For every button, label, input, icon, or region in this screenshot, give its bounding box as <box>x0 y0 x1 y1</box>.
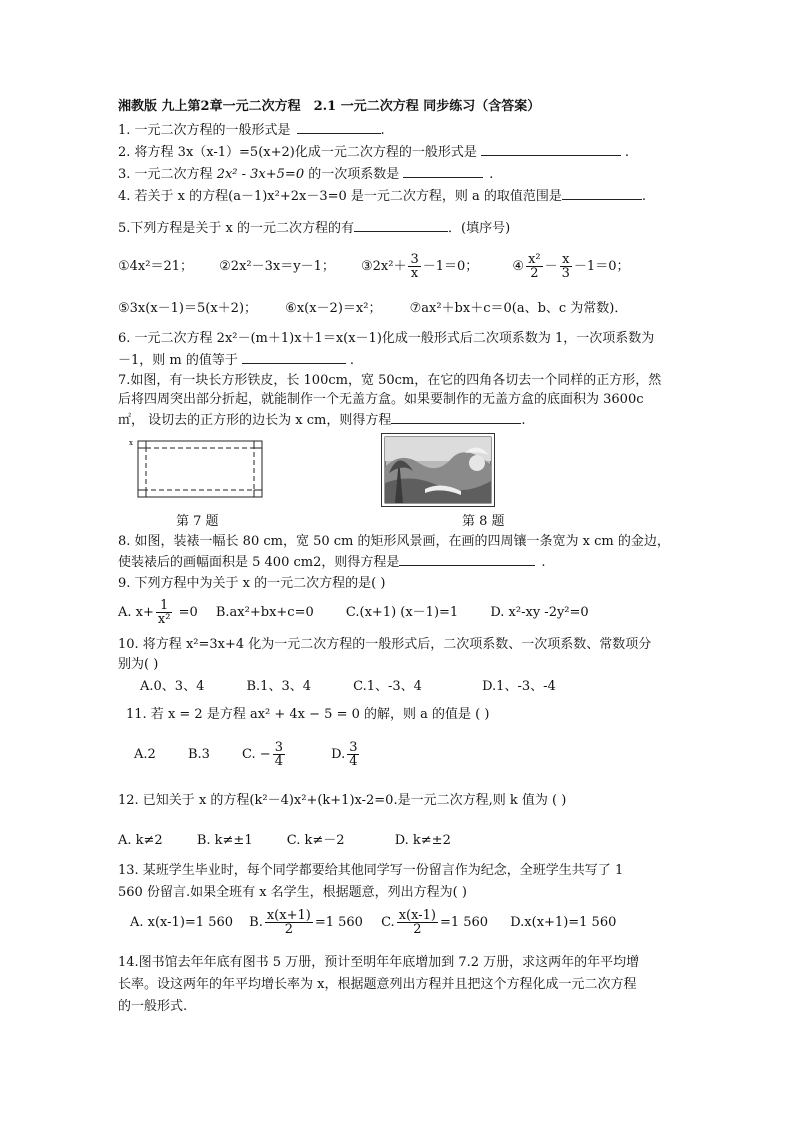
page-title: 湘教版 九上第2章一元二次方程 2.1 一元二次方程 同步练习（含答案） <box>118 99 541 114</box>
question-13-options: A. x(x-1)=1 560 B. $\frac{x(x+1)}{2}$ =1 560 C. $\frac{x(x-1)}{2}$ =1 560 D.x(x+1)=1 560 <box>130 908 617 937</box>
question-9: 9. 下列方程中为关于 x 的一元二次方程的是( ) <box>118 576 386 591</box>
question-10-line1: 10. 将方程 x²=3x+4 化为一元二次方程的一般形式后，二次项系数、一次项系数、常数项分 <box>118 637 652 652</box>
question-1: 1. 一元二次方程的一般形式是 . <box>118 120 385 140</box>
question-4: 4. 若关于 x 的方程(a－1)x²+2x－3=0 是一元二次方程，则 a 的取值范围是 . <box>118 186 646 206</box>
question-11-options: A.2 B.3 C. − $\frac{3}{4}$ D. $\frac{3}{4}$ <box>134 740 358 769</box>
question-13-line2: 560 份留言.如果全班有 x 名学生，根据题意，列出方程为( ) <box>118 885 467 900</box>
question-2: 2. 将方程 3x（x-1）=5(x+2)化成一元二次方程的一般形式是 . <box>118 142 629 162</box>
question-5: 5.下列方程是关于 x 的一元二次方程的有 ．(填序号) <box>118 218 510 238</box>
question-8-line1: 8. 如图，装裱一幅长 80 cm，宽 50 cm 的矩形风景画，在画的四周镶一条宽为 x cm 的金边， <box>118 534 670 549</box>
question-3: 3. 一元二次方程 2x² - 3x+5=0 的一次项系数是 . <box>118 164 493 184</box>
question-12: 12. 已知关于 x 的方程(k²－4)x²+(k+1)x-2=0.是一元二次方程,则 k 值为 ( ) <box>118 793 567 808</box>
question-5-options-row2: ⑤3x(x－1)＝5(x＋2)； ⑥x(x－2)＝x²； ⑦ax²＋bx＋c＝0(a、b、c 为常数)． <box>118 301 628 316</box>
figure-7-caption: 第 7 题 <box>176 514 219 529</box>
figure-8-caption: 第 8 题 <box>462 514 505 529</box>
question-6-line1: 6. 一元二次方程 2x²－(m＋1)x＋1＝x(x－1)化成一般形式后二次项系数为 1，一次项系数为 <box>118 331 655 346</box>
question-10-options: A.0、3、4 B.1、3、4 C.1、-3、4 D.1、-3、-4 <box>140 679 556 694</box>
question-8-line2: 使装裱后的画幅面积是 5 400 cm2，则得方程是 . <box>118 552 546 572</box>
question-13-line1: 13. 某班学生毕业时，每个同学都要给其他同学写一份留言作为纪念，全班学生共写了 1 <box>118 863 624 878</box>
question-14-line2: 长率。设这两年的年平均增长率为 x，根据题意列出方程并且把这个方程化成一元二次方程 <box>118 977 637 992</box>
question-9-options: A. x+ $\frac{1}{\text{x²}}$ =0 B.ax²+bx+c=0 C.(x+1) (x－1)=1 D. x²-xy -2y²=0 <box>118 598 589 627</box>
question-7-line1: 7.如图，有一块长方形铁皮，长 100cm，宽 50cm，在它的四角各切去一个同样的正方形，然 <box>118 373 662 388</box>
figure-7-diagram <box>128 435 268 505</box>
question-14-line1: 14.图书馆去年年底有图书 5 万册，预计至明年年底增加到 7.2 万册，求这两年的年平均增 <box>118 955 640 970</box>
question-7-line2: 后将四周突出部分折起，就能制作一个无盖方盒。如果要制作的无盖方盒的底面积为 3600c <box>118 392 644 407</box>
question-7-line3: ㎡， 设切去的正方形的边长为 x cm，则得方程 . <box>118 410 525 430</box>
figure-8-painting <box>381 433 495 507</box>
question-11: 11. 若 x = 2 是方程 ax² + 4x − 5 = 0 的解，则 a 的值是 ( ) <box>126 707 490 722</box>
question-5-options-row1: ①4x²＝21； ②2x²－3x＝y－1； ③2x²＋ $\frac{3}{x}$ －1＝0； ④ $\frac{\text{x²}}{2}$ － $\frac{x}{3}$ －1＝0； <box>118 252 630 281</box>
question-14-line3: 的一般形式. <box>118 999 188 1014</box>
question-6-line2: －1，则 m 的值等于 . <box>118 350 354 370</box>
question-10-line2: 别为( ) <box>118 657 159 672</box>
question-12-options: A. k≠2 B. k≠±1 C. k≠－2 D. k≠±2 <box>118 833 451 848</box>
figure-7-x-label: x <box>129 439 133 447</box>
